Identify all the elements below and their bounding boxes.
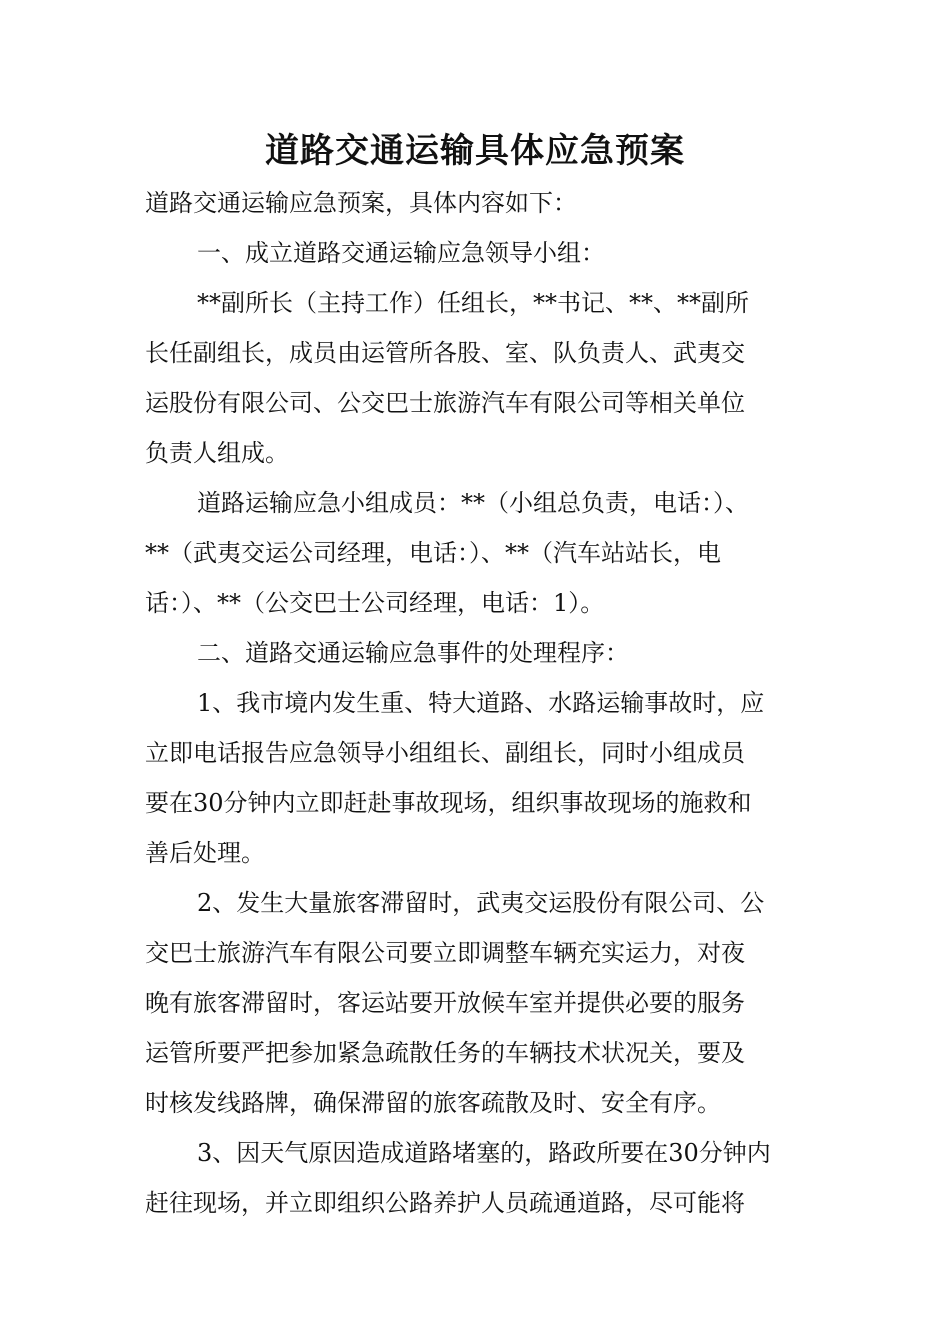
paragraph-line: 善后处理。 [145,839,265,867]
intro-line: 道路交通运输应急预案，具体内容如下： [145,189,577,217]
paragraph-line: 立即电话报告应急领导小组组长、副组长，同时小组成员 [145,739,745,767]
paragraph-line: 1、我市境内发生重、特大道路、水路运输事故时，应 [197,689,765,717]
paragraph-line: 晚有旅客滞留时，客运站要开放候车室并提供必要的服务 [145,989,745,1017]
paragraph-line: 负责人组成。 [145,439,289,467]
paragraph-line: 运股份有限公司、公交巴士旅游汽车有限公司等相关单位 [145,389,745,417]
paragraph-line: **副所长（主持工作）任组长，**书记、**、**副所 [197,289,749,317]
document-title: 道路交通运输具体应急预案 [265,131,685,171]
paragraph-line: 要在30分钟内立即赶赴事故现场，组织事故现场的施救和 [145,789,752,817]
section-heading-1: 一、成立道路交通运输应急领导小组： [197,239,605,267]
paragraph-line: 交巴士旅游汽车有限公司要立即调整车辆充实运力，对夜 [145,939,745,967]
paragraph-line: 运管所要严把参加紧急疏散任务的车辆技术状况关，要及 [145,1039,745,1067]
paragraph-line: 时核发线路牌，确保滞留的旅客疏散及时、安全有序。 [145,1089,721,1117]
paragraph-line: **（武夷交运公司经理，电话：）、**（汽车站站长，电 [145,539,721,567]
paragraph-line: 长任副组长，成员由运管所各股、室、队负责人、武夷交 [145,339,745,367]
document-body [145,178,807,1228]
paragraph-line: 话：）、**（公交巴士公司经理，电话：1）。 [145,589,605,617]
paragraph-line: 赶往现场，并立即组织公路养护人员疏通道路，尽可能将 [145,1189,745,1217]
paragraph-line: 2、发生大量旅客滞留时，武夷交运股份有限公司、公 [197,889,765,917]
paragraph-line: 道路运输应急小组成员：**（小组总负责，电话：）、 [197,489,749,517]
section-heading-2: 二、道路交通运输应急事件的处理程序： [197,639,629,667]
paragraph-line: 3、因天气原因造成道路堵塞的，路政所要在30分钟内 [197,1139,771,1167]
